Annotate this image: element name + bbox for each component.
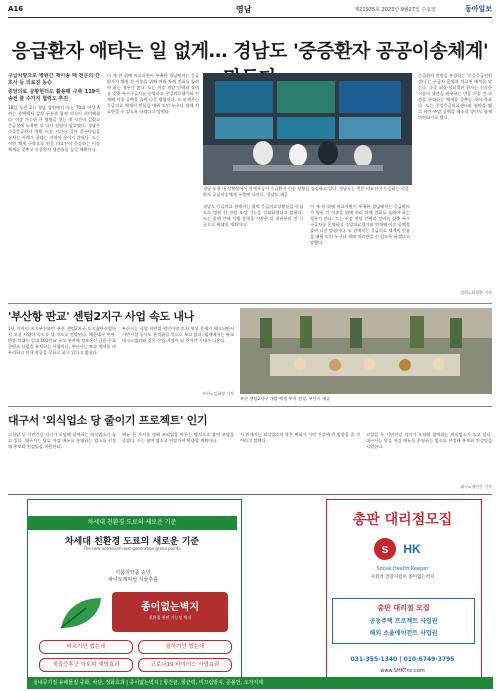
- main-body-4: 중증환자 전원을 총괄하는 '중증응급전원센터'는 구급차 운영과 의료진 배치를 맡는다. 중증 외상·심뇌혈관 환자는 신속한 이송이 생존을 좌우하는 만큼 이송 전 과정을 관리하는 체계를 갖추는 것이 목표다. 도는 중앙응급의료센터와 협약을 맺고 야간·주말 공백을 해소할 방안도 함께 마련하기로 했다.: [418, 73, 492, 120]
- ad-footer: [27, 677, 493, 689]
- leaf-icon: [56, 594, 106, 632]
- main-column-1: [8, 73, 100, 299]
- section-divider-1: [8, 303, 492, 304]
- control-room-photo: [203, 73, 412, 185]
- main-byline: 창원=최창환 기자: [460, 290, 492, 295]
- story3-photo: [240, 308, 492, 394]
- story4-column-3: [240, 432, 360, 482]
- ad-footer-text: 실내공기질 유해물질 중화, 차단, 정화효과 | 종이없는벽지 | 항진균, 항균력, 미끄럼방지, 준불연, 오가지제: [33, 680, 264, 686]
- ad-right-box: [332, 598, 475, 644]
- ad-right-box-line-1: 총판 대리점 모집: [377, 604, 430, 612]
- story2-byline: 부산=김화영 기자: [202, 391, 234, 396]
- ad-left-subtitle: The new normal of next-generation green paints: [83, 546, 181, 551]
- story2-body-1: 1년 가까이 지지부진하던 부산 센텀2지구 도시첨단산업단지 조성 사업이 속도를 낼 것으로 전망된다. 해운대구 반여·반송·석대동 일대 191만㎡ 규모 부지에 정보통신·금융·문화콘텐츠 산업을 유치하는 사업이다. 부산시는 보상 절차를 마무리하고 연내 착공을 목표로 하고 있다고 밝혔다.: [8, 326, 116, 355]
- svg-text:HK: HK: [403, 542, 421, 556]
- ad-right-logo-sub: 사회적 건강지킴이 종이없는벽지: [370, 575, 435, 580]
- ad-cert-line-1: 식품의약품 승인: [115, 570, 151, 576]
- story4-column-2: [122, 432, 234, 490]
- ad-pill-3: 새집증후군 아토피 예방효과: [39, 658, 133, 672]
- section-divider-2: [8, 406, 492, 407]
- main-column-3: [203, 204, 303, 298]
- issue-meta: 제21935호 2023년 9월27일 수요일: [354, 7, 436, 13]
- main-column-4: [418, 73, 492, 289]
- ad-product-badge: [112, 592, 228, 632]
- main-column-3b: [310, 204, 410, 298]
- ad-phone: 031-355-1340 | 010-6749-3795: [350, 656, 455, 663]
- story4-byline: 대구=명민준 기자: [460, 484, 492, 489]
- main-headline: 응급환자 애타는 일 없게… 경남도 '중증환자 공공이송체계': [11, 40, 489, 62]
- ad-cert-line-2: 파이토케미컬 식물추출: [108, 577, 158, 583]
- story4-column-4: [366, 432, 492, 482]
- main-body-1: 18일 오전 2시 경남 창원에서 사는 70대 여성 A 씨는 자택에서 갑작 두통과 함께 의식이 희미해졌다. 이송 가능한 큰 병원을 찾는 데 시간이 걸렸고 응급실에 도착한 뒤 다시 전원이 필요했다. 경남은 중증응급환자 전원 이송 시간이 길어 골든타임을 놓치는 사례가 잦다는 지적이 끊이지 않았다. 도는 이번 체계 구축으로 전문 의료진이 동승하는 이송 체계를 갖추고 중증환자 생존율을 높일 계획이다.: [8, 105, 100, 152]
- dining-photo: [240, 308, 492, 394]
- ad-pill-2: 칠하기만 했는데: [138, 640, 232, 654]
- ad-product-name: 종이없는벽지: [141, 602, 199, 613]
- ad-right-title: 총판 대리점모집: [352, 512, 453, 528]
- main-body-3: 경남도 응급의료 관계자는 광역 응급의료상황실을 중심으로 병원 간 전원 조정 기능을 강화하겠다고 밝혔다. 도는 올해 안에 시범 운영을 시작한 뒤 내년부터 전 시군으로 확대할 계획이다.: [203, 204, 303, 227]
- section-name: 영남: [236, 5, 252, 14]
- newspaper-name: 동아일보: [464, 5, 492, 13]
- ad-right-box-line-3: 해외 소울에이전트 사업권: [369, 630, 438, 637]
- ad-pill-1: 바르기만 했는데: [39, 640, 133, 654]
- ad-pill-4: 코로나19 바이러스 사멸효과: [138, 658, 232, 672]
- story2-body-2: 부산시는 사업 지연의 원인이던 토지 보상 문제가 해소되면서 기반시설 공사도 본격화될 것으로 보고 있다. 업계에서는 판교 테크노밸리와 같은 산업 거점이 될 것이란 기대가 나온다.: [122, 326, 234, 343]
- masthead-rule: [8, 17, 492, 18]
- svg-text:S: S: [381, 545, 389, 556]
- shk-logo: [372, 536, 432, 562]
- ad-right-box-line-2: 공동주택 프로젝트 사업권: [369, 618, 438, 625]
- main-photo: [203, 73, 412, 185]
- ad-right-logo-text: Social Health Keeper: [376, 566, 429, 572]
- story4-body-4: 고혈압 등 시민건강 지키기 포털에 참여하는 외식업소가 늘고 있다. 대구시는 당류 저감 메뉴를 운영하는 업소를 선정해 홍보와 컨설팅을 지원한다.: [366, 432, 492, 449]
- story2-headline: '부산항 판교' 센텀2지구 사업 속도 내나: [8, 310, 195, 323]
- ad-left-band: 차세대 친환경 도료의 새로운 기준: [27, 516, 237, 530]
- story3-photo-caption: 부산 센텀2지구 개발 예정 부지 전경. 부산시 제공: [240, 396, 331, 401]
- story4-body-2: 메뉴 한 가지를 정해 조리법을 바꾸는 방식으로 참여 부담을 줄였다. 시는 참여 업소를 연말까지 확대할 계획이다.: [122, 432, 234, 443]
- story4-body-3: 시 관계자는 외식업소의 작은 변화가 시민 건강에 큰 영향을 줄 것이라고 말했다.: [240, 432, 360, 443]
- main-column-2: [107, 73, 199, 299]
- ad-website: www.SHKTnc.com: [380, 668, 425, 674]
- ad-certification: [60, 569, 206, 587]
- ad-product-tag: 친환경 천연 기능성 벽지: [148, 615, 192, 620]
- masthead: [8, 4, 492, 16]
- main-body-2: 이 제 관 위에 의료자원이 부족한 경남에서는 응급환자가 병원 간 이송을 위해 여러 차례 전화를 돌려야 하는 경우가 많다. 도는 이송 전담 인력과 장비를 갖춘 특수구급차를 운영하고 중앙의료헬기와 연계해 이송 공백을 줄여 나갈 방침이다. 도 관계자는 응급의료 체계의 빈틈을 메워 도민 누구나 제때 치료받을 수 있도록 하겠다고 말했다.: [107, 73, 199, 114]
- main-photo-caption: 경남 도청 내 상황실에서 관계자들이 응급환자 이송 상황을 점검하고 있다. 경남도는 전문 의료진이 동승하는 중증환자 공공이송체계 구축에 나선다. 경남도 제공: [203, 186, 410, 197]
- story2-column-1: [8, 326, 116, 396]
- story4-headline: 대구서 '외식업소 당 줄이기 프로젝트' 인기: [8, 414, 208, 427]
- main-deck-2: 중앙의료 공항헌터도 활용해 구축 119이송전 즐 수가지 협력도 추진: [8, 89, 100, 102]
- page-number: A16: [8, 5, 24, 13]
- main-body-3b: 이 제 관 위에 의료자원이 부족한 경남에서는 응급환자가 병원 간 이송을 위해 여러 차례 전화를 돌려야 하는 경우가 많다. 도는 이송 전담 인력과 장비를 갖춘 특수구급차를 운영하고 중앙의료헬기와 연계해 이송 공백을 줄여 나갈 방침이다. 도 관계자는 응급의료 체계의 빈틈을 메워 도민 누구나 제때 치료받을 수 있도록 하겠다고 말했다.: [310, 204, 410, 245]
- main-deck-1: 구급차량으로 병원간 재이송 때 전문의·간호사 등 의료진 동승: [8, 73, 100, 86]
- ad-left-title: 차세대 친환경 도료의 새로운 기준: [64, 537, 200, 547]
- story4-body-1: 고혈압 등 시민건강 지키기 포털에 참여하는 외식업소가 늘고 있다. 대구시는 당류 저감 메뉴를 운영하는 업소를 선정해 홍보와 컨설팅을 지원한다.: [8, 432, 116, 449]
- story4-column-1: [8, 432, 116, 490]
- story2-column-2: [122, 326, 234, 390]
- ad-divider: [8, 494, 492, 495]
